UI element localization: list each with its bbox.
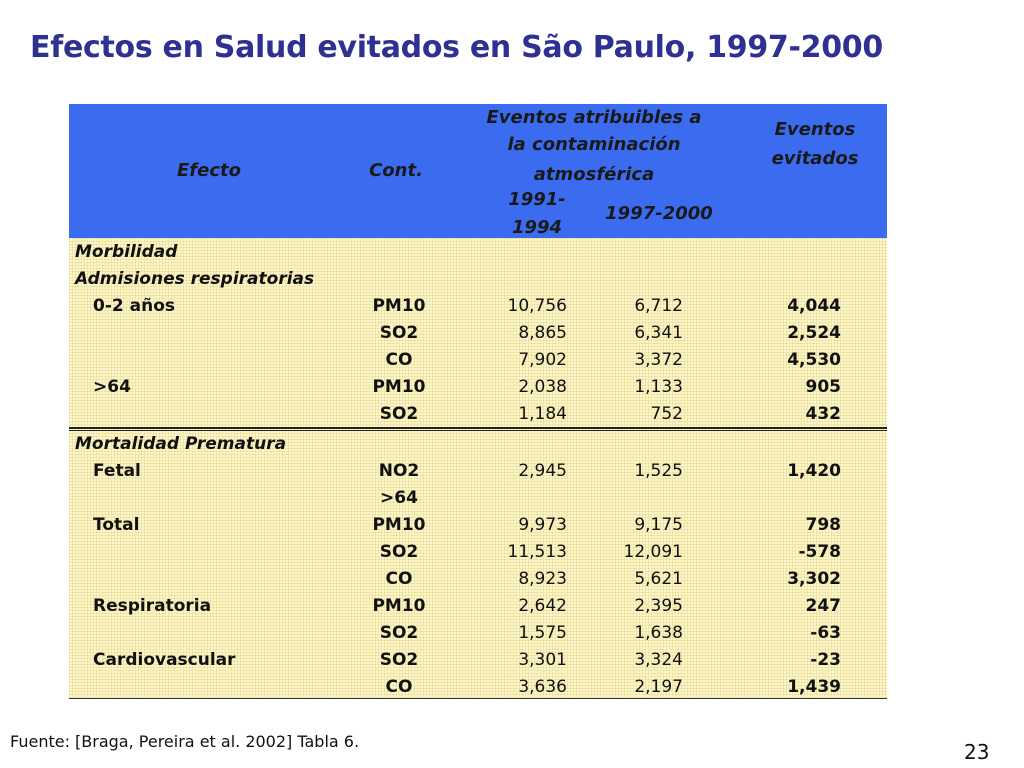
row-value-1991-1994: 3,636 [518, 677, 567, 697]
row-value-evitados: 3,302 [787, 569, 841, 589]
row-efecto: Cardiovascular [93, 650, 236, 670]
table-row [69, 593, 887, 620]
row-contaminant: PM10 [372, 377, 426, 397]
section-morbilidad: Morbilidad [75, 242, 178, 262]
header-evitados-line2: evitados [771, 148, 859, 169]
row-value-evitados: 798 [805, 515, 841, 535]
row-value-1991-1994: 1,575 [518, 623, 567, 643]
row-contaminant: >64 [380, 488, 418, 508]
row-value-evitados: -23 [810, 650, 841, 670]
row-value-1997-2000: 3,324 [634, 650, 683, 670]
row-value-1997-2000: 3,372 [634, 350, 683, 370]
row-value-evitados: 247 [805, 596, 841, 616]
header-evitados-line1: Eventos [774, 119, 856, 140]
row-contaminant: SO2 [379, 323, 419, 343]
table-row [69, 485, 887, 512]
row-value-1997-2000: 6,712 [634, 296, 683, 316]
header-period1-line1: 1991- [508, 189, 566, 210]
section-row [69, 431, 887, 458]
row-value-1997-2000: 752 [650, 404, 683, 424]
table-row [69, 347, 887, 374]
health-effects-table [69, 104, 887, 698]
row-value-evitados: -578 [798, 542, 841, 562]
section-row [69, 239, 887, 266]
row-value-1997-2000: 9,175 [634, 515, 683, 535]
row-value-1997-2000: 1,638 [634, 623, 683, 643]
table-row [69, 566, 887, 593]
header-group-line3: atmosférica [533, 164, 655, 185]
row-contaminant: SO2 [379, 404, 419, 424]
row-contaminant: PM10 [372, 515, 426, 535]
row-value-evitados: 4,530 [787, 350, 841, 370]
row-contaminant: NO2 [378, 461, 420, 481]
row-contaminant: PM10 [372, 596, 426, 616]
row-value-evitados: 1,439 [787, 677, 841, 697]
row-contaminant: SO2 [379, 542, 419, 562]
row-efecto: Total [93, 515, 140, 535]
header-group-line2: la contaminación [507, 134, 681, 155]
row-contaminant: CO [385, 569, 413, 589]
section-row [69, 266, 887, 293]
row-value-1991-1994: 2,642 [518, 596, 567, 616]
header-group-line1: Eventos atribuibles a [486, 107, 702, 128]
table-row [69, 320, 887, 347]
section-admisiones: Admisiones respiratorias [75, 269, 315, 289]
source-footnote: Fuente: [Braga, Pereira et al. 2002] Tabla 6. [10, 732, 360, 751]
table-row [69, 401, 887, 428]
row-value-1991-1994: 7,902 [518, 350, 567, 370]
row-contaminant: SO2 [379, 623, 419, 643]
row-value-1991-1994: 11,513 [507, 542, 567, 562]
row-value-1991-1994: 3,301 [518, 650, 567, 670]
row-value-1991-1994: 8,923 [518, 569, 567, 589]
row-contaminant: SO2 [379, 650, 419, 670]
row-contaminant: CO [385, 677, 413, 697]
table-row [69, 674, 887, 701]
table-row [69, 647, 887, 674]
header-cont: Cont. [369, 160, 423, 181]
row-value-evitados: 2,524 [787, 323, 841, 343]
row-value-1997-2000: 6,341 [634, 323, 683, 343]
row-value-evitados: 432 [805, 404, 841, 424]
row-value-1991-1994: 1,184 [518, 404, 567, 424]
row-contaminant: PM10 [372, 296, 426, 316]
row-value-1991-1994: 10,756 [507, 296, 567, 316]
row-efecto: >64 [93, 377, 131, 397]
row-value-1991-1994: 8,865 [518, 323, 567, 343]
section-mortalidad: Mortalidad Prematura [75, 434, 287, 454]
row-value-1997-2000: 1,525 [634, 461, 683, 481]
slide-title: Efectos en Salud evitados en São Paulo, 1997-2000 [30, 30, 883, 65]
header-period1-line2: 1994 [511, 217, 563, 238]
row-value-1991-1994: 9,973 [518, 515, 567, 535]
row-efecto: 0-2 años [93, 296, 176, 316]
row-value-evitados: -63 [810, 623, 841, 643]
table-header [69, 104, 887, 238]
header-period2: 1997-2000 [605, 203, 713, 224]
row-value-1991-1994: 2,038 [518, 377, 567, 397]
table-body [69, 238, 887, 699]
row-efecto: Respiratoria [93, 596, 212, 616]
table-row [69, 374, 887, 401]
row-value-evitados: 905 [805, 377, 841, 397]
table-row [69, 512, 887, 539]
row-value-1991-1994: 2,945 [518, 461, 567, 481]
row-efecto: Fetal [93, 461, 141, 481]
table-row [69, 620, 887, 647]
table-row [69, 458, 887, 485]
page-number: 23 [964, 740, 990, 764]
row-value-1997-2000: 5,621 [634, 569, 683, 589]
table-row [69, 293, 887, 320]
table-row [69, 539, 887, 566]
row-value-1997-2000: 1,133 [634, 377, 683, 397]
row-contaminant: CO [385, 350, 413, 370]
row-value-evitados: 1,420 [787, 461, 841, 481]
header-efecto: Efecto [177, 160, 241, 181]
row-value-1997-2000: 2,197 [634, 677, 683, 697]
row-value-1997-2000: 12,091 [623, 542, 683, 562]
row-value-evitados: 4,044 [787, 296, 841, 316]
row-value-1997-2000: 2,395 [634, 596, 683, 616]
